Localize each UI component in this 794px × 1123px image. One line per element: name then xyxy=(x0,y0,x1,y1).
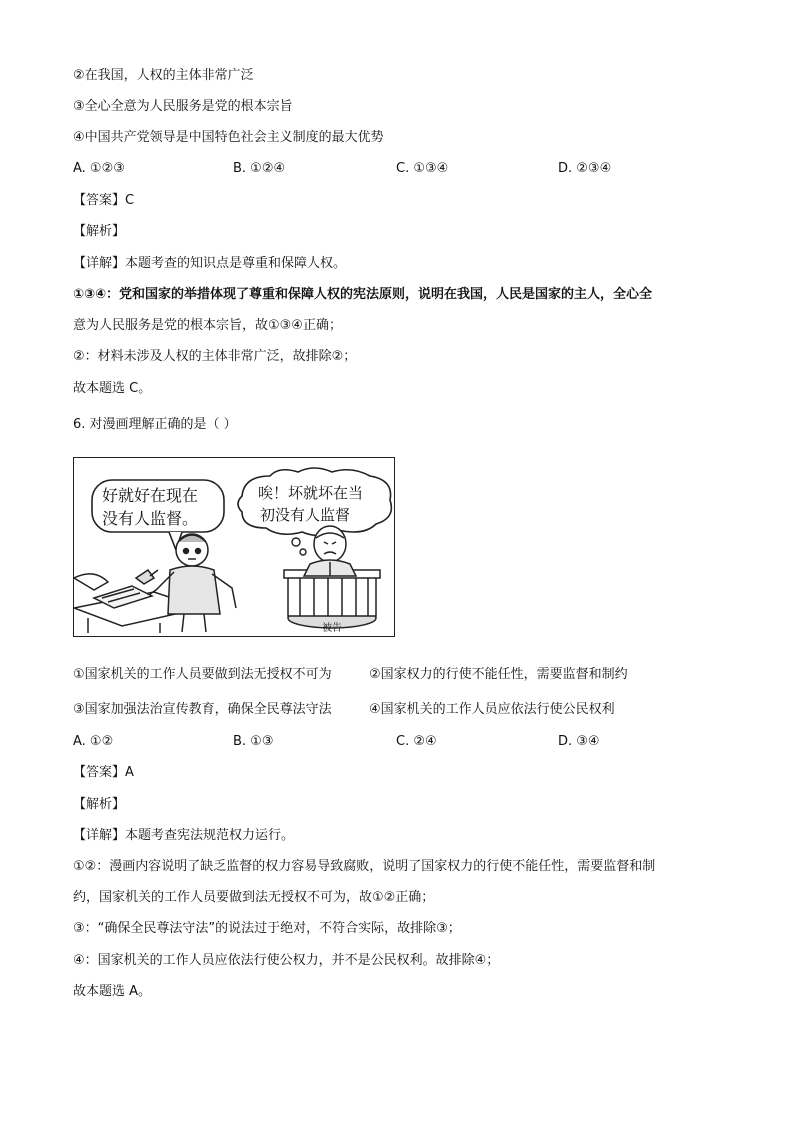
q5-analysis-heading: 【解析】 xyxy=(73,224,126,239)
q5-option-c: C. ①③④ xyxy=(396,161,449,176)
q5-option-b: B. ①②④ xyxy=(233,161,286,176)
q5-explanation-1a: ①③④：党和国家的举措体现了尊重和保障人权的宪法原则，说明在我国，人民是国家的主人，全心全 xyxy=(73,287,653,302)
q6-detail: 【详解】本题考查宪法规范权力运行。 xyxy=(73,828,295,843)
q6-statement-3: ③国家加强法治宣传教育，确保全民尊法守法 xyxy=(73,702,332,717)
q6-analysis-heading: 【解析】 xyxy=(73,797,126,812)
q6-statement-1: ①国家机关的工作人员要做到法无授权不可为 xyxy=(73,667,332,682)
right-bubble-text-2: 初没有人监督 xyxy=(260,506,351,524)
left-bubble-text-1: 好就好在现在 xyxy=(102,486,199,505)
q6-stem: 6. 对漫画理解正确的是（ ） xyxy=(73,417,237,432)
q6-statement-2: ②国家权力的行使不能任性，需要监督和制约 xyxy=(369,667,628,682)
q5-statement-2: ②在我国，人权的主体非常广泛 xyxy=(73,68,254,83)
q6-cartoon-image xyxy=(73,457,395,637)
q6-option-b: B. ①③ xyxy=(233,734,274,749)
q6-explanation-3: ④：国家机关的工作人员应依法行使公权力，并不是公民权利。故排除④； xyxy=(73,953,500,968)
q5-option-d: D. ②③④ xyxy=(558,161,612,176)
q6-statement-4: ④国家机关的工作人员应依法行使公民权利 xyxy=(369,702,615,717)
q5-explanation-1b: 意为人民服务是党的根本宗旨，故①③④正确； xyxy=(73,318,342,333)
q6-option-a: A. ①② xyxy=(73,734,114,749)
q6-option-d: D. ③④ xyxy=(558,734,600,749)
q5-conclusion: 故本题选 C。 xyxy=(73,381,152,396)
q6-explanation-1b: 约，国家机关的工作人员要做到法无授权不可为，故①②正确； xyxy=(73,890,435,905)
q6-answer: 【答案】A xyxy=(73,765,134,780)
cartoon-drawing xyxy=(74,458,394,636)
official-at-desk xyxy=(74,534,236,633)
defendant-label: 被告 xyxy=(322,623,342,634)
q5-statement-3: ③全心全意为人民服务是党的根本宗旨 xyxy=(73,99,293,114)
q6-option-c: C. ②④ xyxy=(396,734,437,749)
q5-answer: 【答案】C xyxy=(73,193,135,208)
right-bubble-text-1: 唉！坏就坏在当 xyxy=(258,484,364,502)
q5-option-a: A. ①②③ xyxy=(73,161,125,176)
q6-explanation-2: ③：“确保全民尊法守法”的说法过于绝对，不符合实际，故排除③； xyxy=(73,921,461,936)
q6-conclusion: 故本题选 A。 xyxy=(73,984,152,999)
q5-explanation-2: ②：材料未涉及人权的主体非常广泛，故排除②； xyxy=(73,349,357,364)
q5-detail: 【详解】本题考查的知识点是尊重和保障人权。 xyxy=(73,256,347,271)
left-bubble-text-2: 没有人监督。 xyxy=(102,509,199,528)
q5-statement-4: ④中国共产党领导是中国特色社会主义制度的最大优势 xyxy=(73,130,384,145)
q6-explanation-1a: ①②：漫画内容说明了缺乏监督的权力容易导致腐败，说明了国家权力的行使不能任性，需要监督和制 xyxy=(73,859,656,874)
